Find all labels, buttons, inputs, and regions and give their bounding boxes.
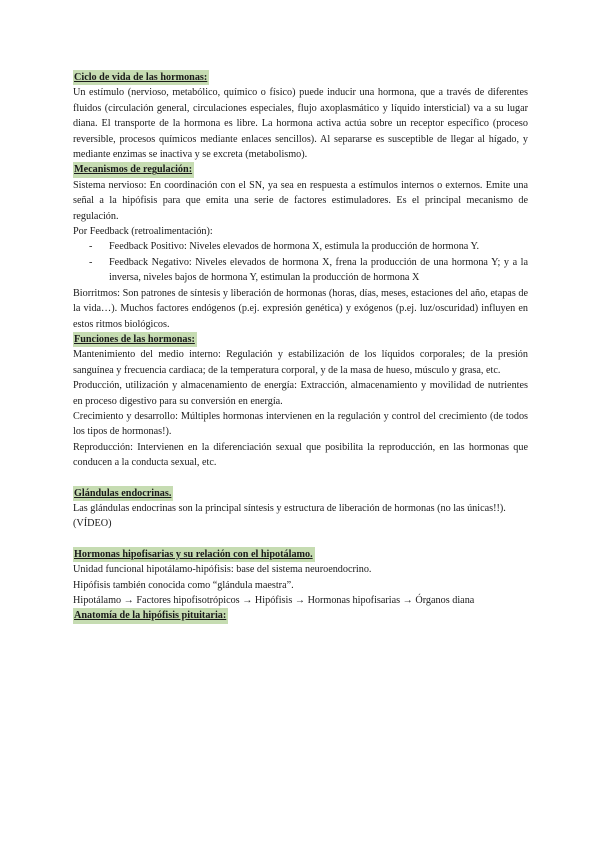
spacer bbox=[73, 532, 528, 547]
heading-mecanismos-text: Mecanismos de regulación: bbox=[73, 162, 194, 177]
paragraph-reproduccion: Reproducción: Intervienen en la diferenciación sexual que posibilita la reproducción, en las hormonas que conducen a la conducta sexual, etc. bbox=[73, 441, 528, 469]
feedback-item-negativo: - Feedback Negativo: Niveles elevados de hormona X, frena la producción de una hormona Y; y a la inversa, niveles bajos de hormona Y, estimulan la producción de hormona X bbox=[109, 255, 528, 286]
document-content bbox=[73, 70, 528, 624]
heading-anatomia-text: Anatomía de la hipófisis pituitaria: bbox=[73, 608, 228, 623]
line-glandula-maestra: Hipófisis también conocida como “glándula maestra”. bbox=[73, 579, 294, 591]
heading-glandulas bbox=[73, 486, 528, 501]
feedback-item-positivo: - Feedback Positivo: Niveles elevados de hormona X, estimula la producción de hormona Y. bbox=[109, 239, 528, 254]
spacer bbox=[73, 471, 528, 486]
heading-ciclo bbox=[73, 70, 528, 85]
paragraph-glandulas: Las glándulas endocrinas son la principal síntesis y estructura de liberación de hormonas (no las únicas!!). bbox=[73, 502, 506, 514]
heading-glandulas-text: Glándulas endocrinas. bbox=[73, 486, 173, 501]
heading-funciones-text: Funciones de las hormonas: bbox=[73, 332, 197, 347]
heading-funciones bbox=[73, 332, 528, 347]
heading-ciclo-text: Ciclo de vida de las hormonas: bbox=[73, 70, 209, 85]
heading-hipofisarias bbox=[73, 547, 528, 562]
paragraph-sistema-nervioso: Sistema nervioso: En coordinación con el SN, ya sea en respuesta a estímulos internos o externos. Emite una señal a la hipófisis para que emita una serie de factores estimuladores. Es el principal mecanismo de regulación. bbox=[73, 179, 528, 222]
paragraph-biorritmos: Biorritmos: Son patrones de síntesis y liberación de hormonas (horas, días, meses, estaciones del año, etapas de la vida…). Muchos factores endógenos (p.ej. expresión genética) y exógenos (p.ej. luz/oscuridad) influyen en estos ritmos biológicos. bbox=[73, 287, 528, 330]
heading-mecanismos bbox=[73, 162, 528, 177]
paragraph-ciclo: Un estímulo (nervioso, metabólico, químico o físico) puede inducir una hormona, que a través de diferentes fluidos (circulación general, circulaciones especiales, flujo axoplasmático y líquido intersticial) va a su lugar diana. El transporte de la hormona es libre. La hormona activa actúa sobre un receptor específico (proceso reversible, procesos químicos mediante enlaces sencillos). Al separarse es susceptible de llegar al hígado, y mediante enzimas se inactiva y se excreta (metabolismo). bbox=[73, 87, 528, 161]
paragraph-feedback: Por Feedback (retroalimentación): bbox=[73, 226, 213, 238]
heading-hipofisarias-text: Hormonas hipofisarias y su relación con el hipotálamo. bbox=[73, 547, 315, 562]
feedback-list bbox=[73, 239, 528, 285]
line-eje-hormonal: Hipotálamo → Factores hipofisotrópicos → Hipófisis → Hormonas hipofisarias → Órganos diana bbox=[73, 595, 475, 606]
line-unidad-funcional: Unidad funcional hipotálamo-hipófisis: base del sistema neuroendocrino. bbox=[73, 564, 372, 576]
video-note: (VÍDEO) bbox=[73, 518, 112, 530]
paragraph-crecimiento: Crecimiento y desarrollo: Múltiples hormonas intervienen en la regulación y control del crecimiento (de todos los tipos de hormonas!). bbox=[73, 410, 528, 438]
paragraph-medio-interno: Mantenimiento del medio interno: Regulación y estabilización de los líquidos corporales; de la presión sanguínea y frecuencia cardiaca; de la temperatura corporal, y de la masa de hueso, músculo y grasa, etc. bbox=[73, 349, 528, 376]
paragraph-energia: Producción, utilización y almacenamiento de energía: Extracción, almacenamiento y movilidad de nutrientes en proceso digestivo para su conversión en energía. bbox=[73, 380, 528, 407]
heading-anatomia bbox=[73, 608, 528, 623]
